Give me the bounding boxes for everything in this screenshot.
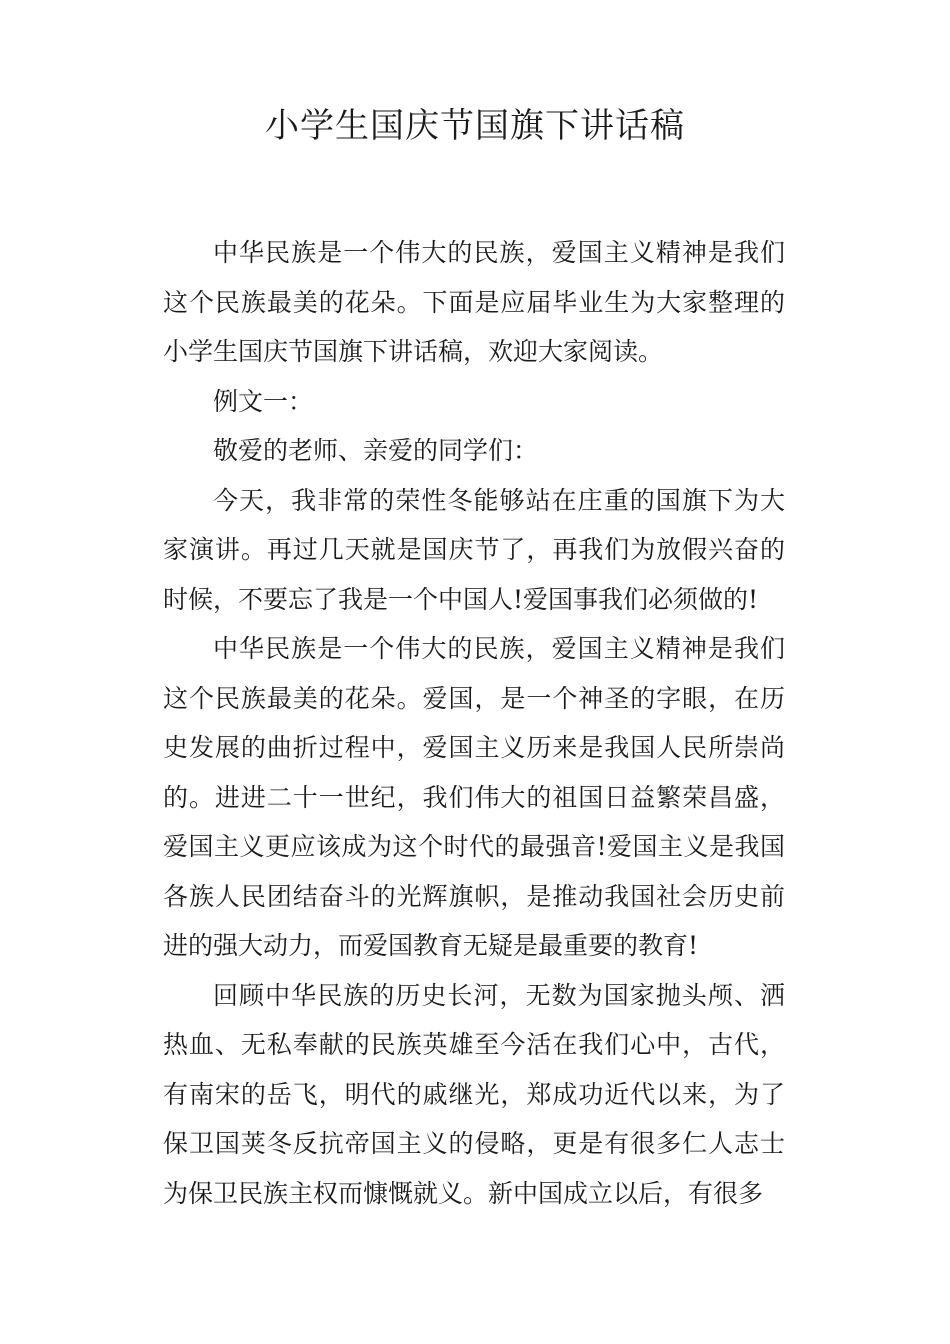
paragraph-body-2: 中华民族是一个伟大的民族，爱国主义精神是我们这个民族最美的花朵。爱国，是一个神圣的字眼，在历史发展的曲折过程中，爱国主义历来是我国人民所崇尚的。进进二十一世纪，我们伟大的祖国日益繁荣昌盛，爱国主义更应该成为这个时代的最强音!爱国主义是我国各族人民团结奋斗的光辉旗帜，是推动我国社会历史前进的强大动力，而爱国教育无疑是最重要的教育! xyxy=(163,634,785,960)
paragraph-body-1: 今天，我非常的荣性冬能够站在庄重的国旗下为大家演讲。再过几天就是国庆节了，再我们为放假兴奋的时候，不要忘了我是一个中国人!爱国事我们必须做的! xyxy=(163,485,785,614)
paragraph-example-heading: 例文一： xyxy=(213,386,314,416)
paragraph-body-3: 回顾中华民族的历史长河，无数为国家抛头颅、洒热血、无私奉献的民族英雄至今活在我们心中，古代，有南宋的岳飞，明代的戚继光，郑成功近代以来，为了保卫国荚冬反抗帝国主义的侵略，更是有很多仁人志士为保卫民族主权而慷慨就义。新中国成立以后，有很多 xyxy=(163,980,785,1208)
paragraph-intro: 中华民族是一个伟大的民族，爱国主义精神是我们这个民族最美的花朵。下面是应届毕业生为大家整理的小学生国庆节国旗下讲话稿，欢迎大家阅读。 xyxy=(163,238,785,366)
document-title: 小学生国庆节国旗下讲话稿 xyxy=(265,106,685,146)
document-body xyxy=(163,228,785,1218)
paragraph-salutation: 敬爱的老师、亲爱的同学们： xyxy=(213,436,539,465)
